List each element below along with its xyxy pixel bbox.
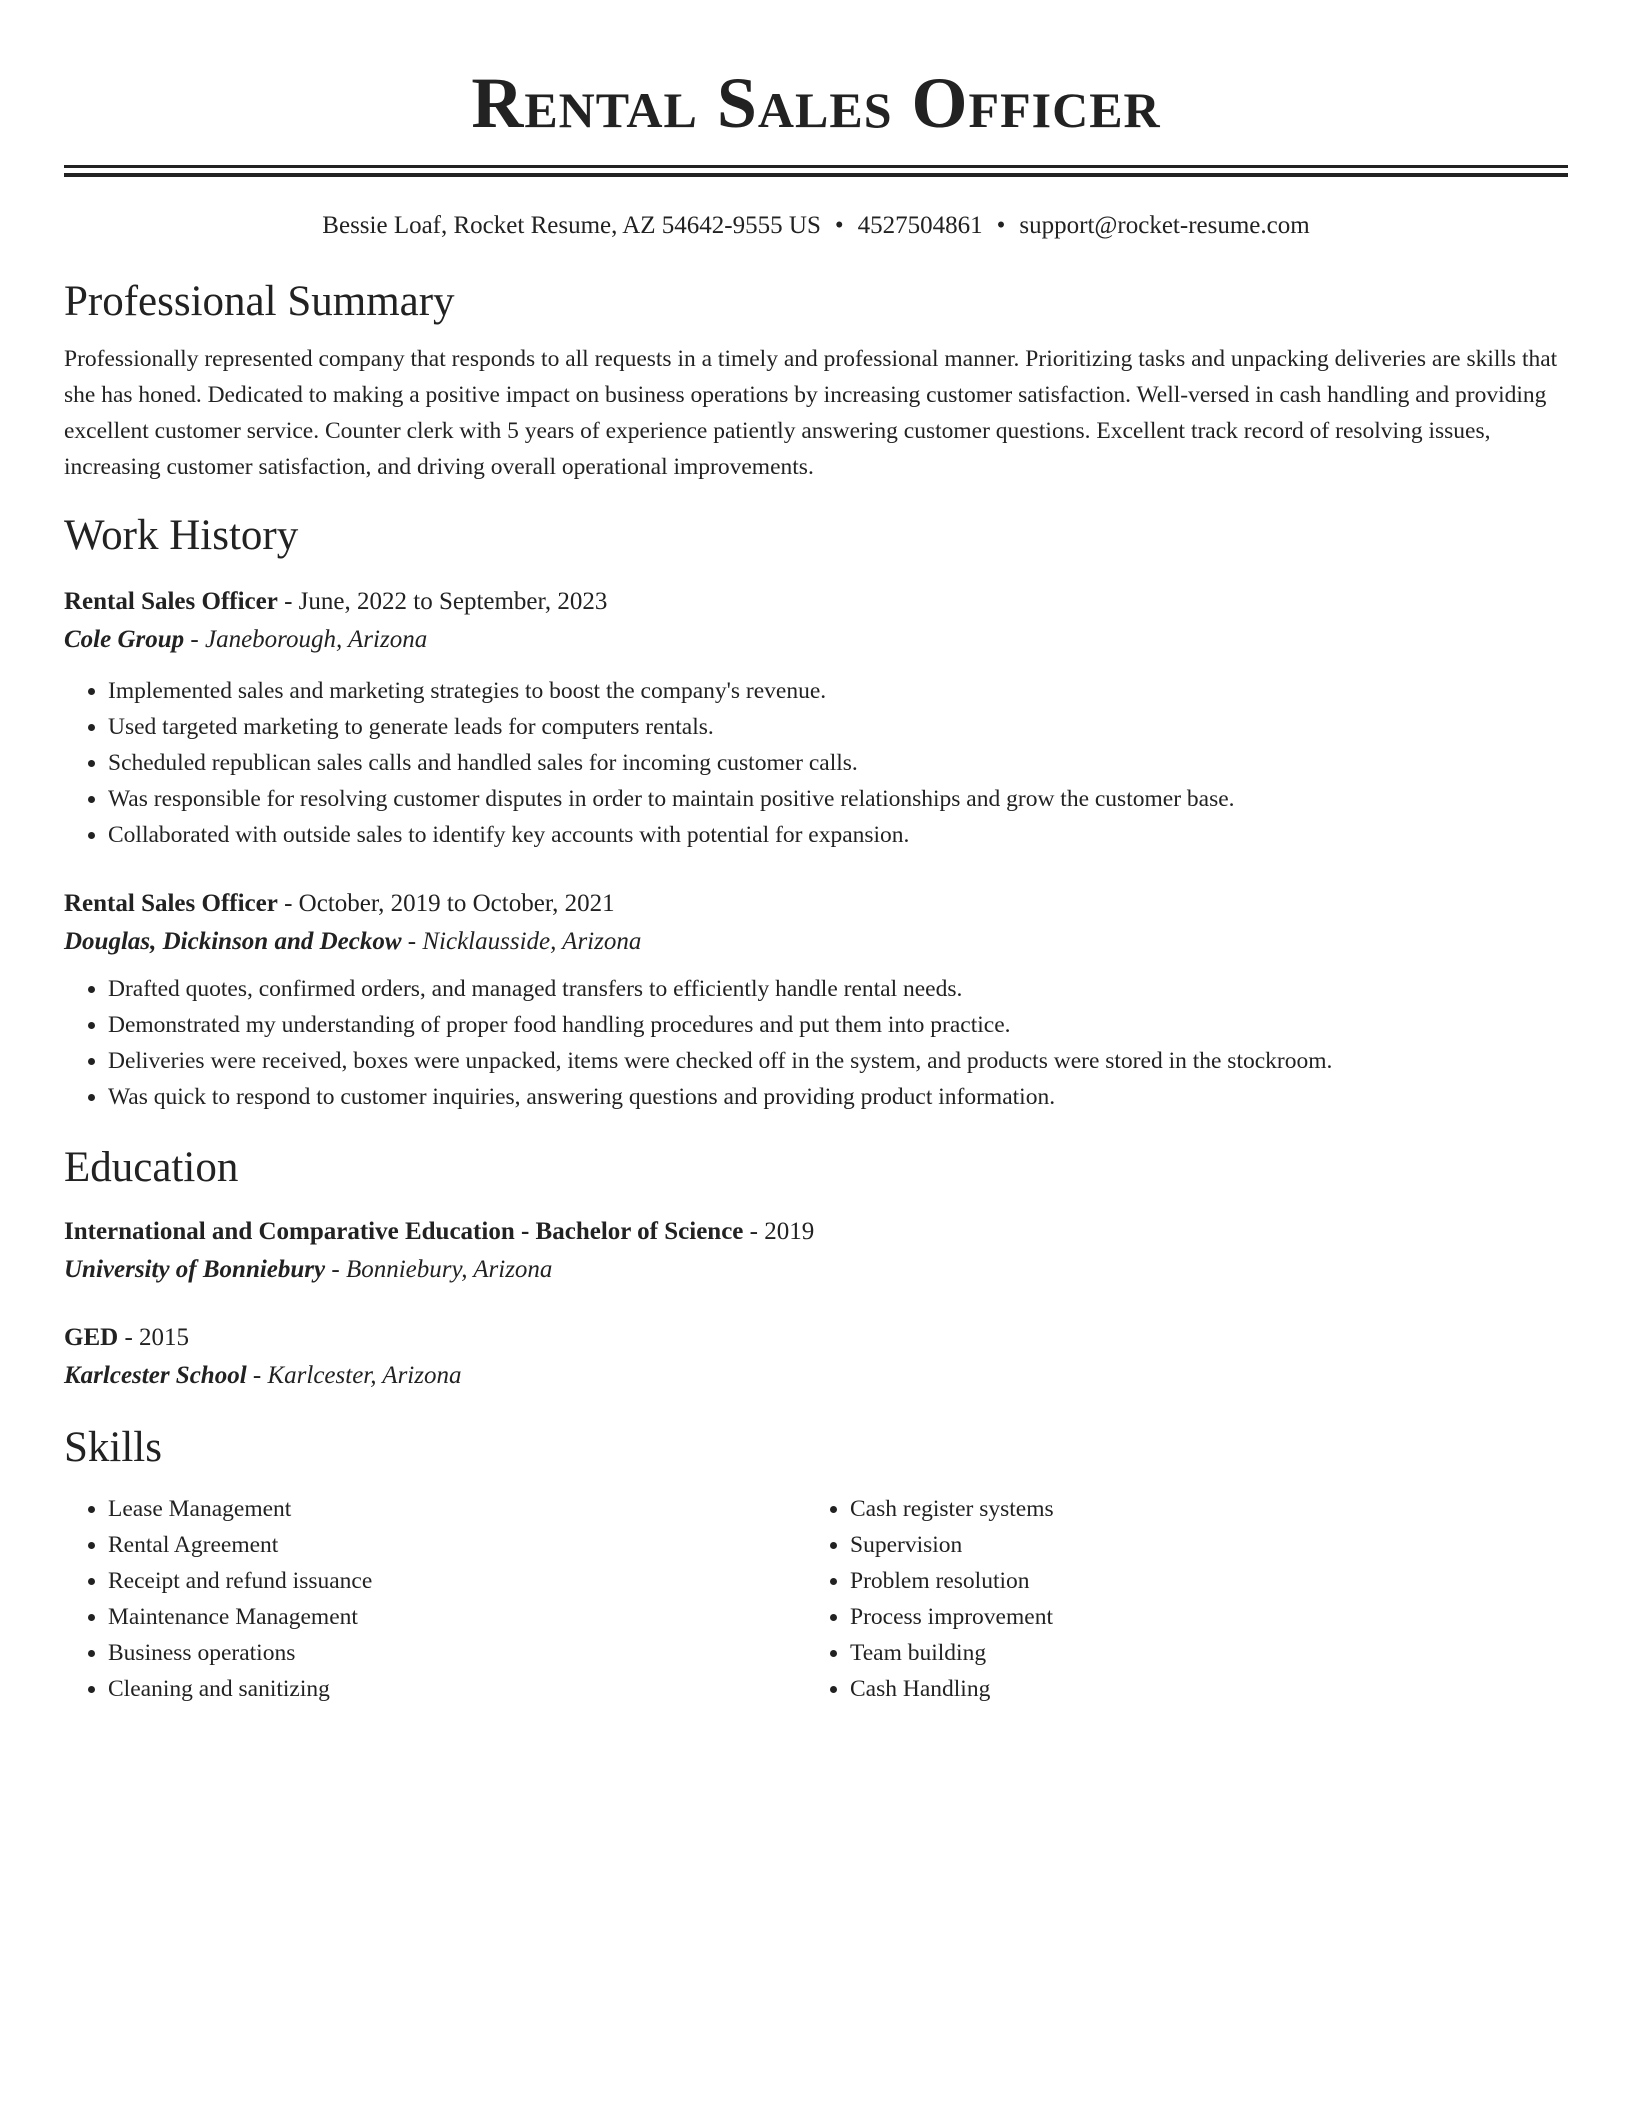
job-heading <box>64 885 1568 923</box>
job-bullets <box>64 971 1568 1115</box>
job-entry <box>64 583 1568 853</box>
skill-item: • Rental Agreement <box>108 1527 806 1563</box>
skills-column-left <box>64 1491 806 1707</box>
skill-item: • Supervision <box>850 1527 1548 1563</box>
education-school-line <box>64 1251 1568 1289</box>
job-dates: - June, 2022 to September, 2023 <box>277 588 608 615</box>
skills-heading: Skills <box>64 1424 162 1471</box>
job-employer <box>64 923 1568 961</box>
job-entry <box>64 885 1568 1115</box>
skill-item: • Lease Management <box>108 1491 806 1527</box>
job-bullets <box>64 673 1568 853</box>
job-bullet: • Scheduled republican sales calls and handled sales for incoming customer calls. <box>108 745 1568 781</box>
skill-item: • Cash Handling <box>850 1671 1548 1707</box>
job-bullet: • Deliveries were received, boxes were unpacked, items were checked off in the system, and products were stored in the stockroom. <box>108 1043 1568 1079</box>
header-divider <box>64 165 1568 177</box>
education-location: - Karlcester, Arizona <box>246 1362 462 1389</box>
education-entry <box>64 1213 1568 1289</box>
summary-heading: Professional Summary <box>64 278 455 325</box>
job-bullet: • Implemented sales and marketing strategies to boost the company's revenue. <box>108 673 1568 709</box>
job-heading <box>64 583 1568 621</box>
education-degree: International and Comparative Education - Bachelor of Science <box>64 1218 744 1245</box>
job-bullet: • Was quick to respond to customer inquiries, answering questions and providing product information. <box>108 1079 1568 1115</box>
job-dates: - October, 2019 to October, 2021 <box>277 890 615 917</box>
education-school: University of Bonniebury <box>64 1256 326 1283</box>
skills-column-right <box>806 1491 1548 1707</box>
education-year: - 2015 <box>118 1324 190 1351</box>
education-degree-line <box>64 1319 1568 1357</box>
education-location: - Bonniebury, Arizona <box>325 1256 553 1283</box>
resume-page <box>64 0 1568 1707</box>
skill-item: • Cleaning and sanitizing <box>108 1671 806 1707</box>
contact-line <box>64 211 1568 241</box>
contact-phone: 4527504861 <box>857 212 983 239</box>
education-degree: GED <box>64 1324 119 1351</box>
contact-email: support@rocket-resume.com <box>1019 212 1310 239</box>
skill-item: • Team building <box>850 1635 1548 1671</box>
job-company: Cole Group <box>64 626 185 653</box>
education-degree-line <box>64 1213 1568 1251</box>
contact-address: Bessie Loaf, Rocket Resume, AZ 54642-9555 US <box>322 212 821 239</box>
skill-item: • Problem resolution <box>850 1563 1548 1599</box>
skill-item: • Cash register systems <box>850 1491 1548 1527</box>
job-bullet: • Demonstrated my understanding of proper food handling procedures and put them into practice. <box>108 1007 1568 1043</box>
education-school-line <box>64 1357 1568 1395</box>
contact-separator: • <box>996 212 1006 239</box>
contact-separator: • <box>834 212 844 239</box>
summary-text: Professionally represented company that responds to all requests in a timely and professional manner. Prioritizing tasks and unpacking deliveries are skills that she has honed. Dedicated to making a positive impact on business operations by increasing customer satisfaction. Well-versed in cash handling and providing excellent customer service. Counter clerk with 5 years of experience patiently answering customer questions. Excellent track record of resolving issues, increasing customer satisfaction, and driving overall operational improvements. <box>64 346 1558 480</box>
skill-item: • Business operations <box>108 1635 806 1671</box>
skills-list <box>64 1491 1568 1707</box>
skill-item: • Receipt and refund issuance <box>108 1563 806 1599</box>
job-role: Rental Sales Officer <box>64 890 278 917</box>
job-bullet: • Was responsible for resolving customer disputes in order to maintain positive relationships and grow the customer base. <box>108 781 1568 817</box>
job-company: Douglas, Dickinson and Deckow <box>64 928 402 955</box>
resume-title: Rental Sales Officer <box>471 63 1161 143</box>
job-location: - Nicklausside, Arizona <box>401 928 642 955</box>
job-bullet: • Used targeted marketing to generate leads for computers rentals. <box>108 709 1568 745</box>
job-location: - Janeborough, Arizona <box>184 626 428 653</box>
education-entry <box>64 1319 1568 1395</box>
job-role: Rental Sales Officer <box>64 588 278 615</box>
education-school: Karlcester School <box>64 1362 247 1389</box>
job-employer <box>64 621 1568 659</box>
skill-item: • Process improvement <box>850 1599 1548 1635</box>
skill-item: • Maintenance Management <box>108 1599 806 1635</box>
job-bullet: • Collaborated with outside sales to identify key accounts with potential for expansion. <box>108 817 1568 853</box>
work-history-heading: Work History <box>64 512 299 559</box>
education-heading: Education <box>64 1144 239 1191</box>
job-bullet: • Drafted quotes, confirmed orders, and managed transfers to efficiently handle rental needs. <box>108 971 1568 1007</box>
education-year: - 2019 <box>743 1218 815 1245</box>
